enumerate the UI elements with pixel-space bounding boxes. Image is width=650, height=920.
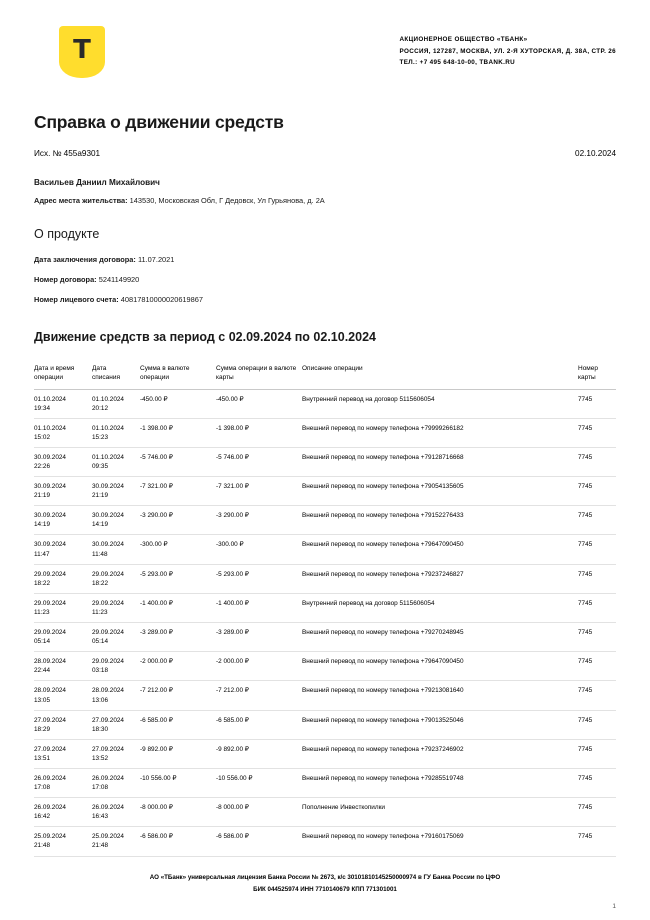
- cell-writeoff-datetime: [92, 564, 140, 593]
- person-name: Васильев Даниил Михайлович: [34, 178, 160, 187]
- product-section-title: О продукте: [34, 227, 100, 241]
- cell-operation-datetime: [34, 418, 92, 447]
- cell-amount-card: -9 892.00 ₽: [216, 739, 302, 768]
- column-header-op-datetime: Дата и время операции: [34, 360, 92, 389]
- cell-amount-operation: -3 290.00 ₽: [140, 506, 216, 535]
- writeoff-date: 29.09.2024: [92, 599, 124, 607]
- operation-time: 18:29: [34, 725, 50, 733]
- cell-amount-card: -5 746.00 ₽: [216, 447, 302, 476]
- operation-time: 22:26: [34, 463, 50, 470]
- cell-writeoff-datetime: [92, 389, 140, 418]
- document-meta: [34, 149, 616, 158]
- cell-operation-datetime: [34, 623, 92, 652]
- writeoff-date: 26.09.2024: [92, 804, 124, 812]
- operation-date: 30.09.2024: [34, 483, 66, 491]
- writeoff-date: 30.09.2024: [92, 483, 124, 491]
- cell-writeoff-datetime: [92, 739, 140, 768]
- cell-card-number: 7745: [578, 506, 616, 535]
- cell-card-number: 7745: [578, 418, 616, 447]
- writeoff-date: 26.09.2024: [92, 774, 124, 782]
- operation-date: 26.09.2024: [34, 774, 66, 782]
- writeoff-time: 13:06: [92, 696, 108, 704]
- statement-period-title: Движение средств за период с 02.09.2024 по 02.10.2024: [34, 330, 376, 344]
- cell-description: Внешний перевод по номеру телефона +79237246827: [302, 564, 578, 593]
- footer-requisites-line: БИК 044525974 ИНН 7710140679 КПП 771301001: [253, 886, 397, 894]
- writeoff-time: 15:23: [92, 433, 108, 441]
- cell-writeoff-datetime: [92, 768, 140, 797]
- company-details: [400, 34, 617, 69]
- operation-date: 29.09.2024: [34, 629, 66, 637]
- cell-operation-datetime: [34, 477, 92, 506]
- document-date: 02.10.2024: [575, 149, 616, 158]
- table-row: [34, 506, 616, 535]
- cell-operation-datetime: [34, 798, 92, 827]
- company-name: АКЦИОНЕРНОЕ ОБЩЕСТВО «ТБАНК»: [399, 36, 528, 43]
- cell-description: Внешний перевод по номеру телефона +79237246902: [302, 739, 578, 768]
- table-row: [34, 827, 616, 856]
- writeoff-date: 27.09.2024: [92, 745, 124, 753]
- cell-description: Внешний перевод по номеру телефона +79054135605: [302, 477, 578, 506]
- cell-amount-operation: -5 746.00 ₽: [140, 447, 216, 476]
- column-header-card-number: Номер карты: [578, 360, 616, 389]
- table-row: [34, 623, 616, 652]
- cell-card-number: 7745: [578, 827, 616, 856]
- operation-date: 26.09.2024: [34, 804, 66, 812]
- operation-time: 21:19: [34, 492, 50, 500]
- writeoff-time: 17:08: [92, 784, 108, 792]
- table-row: [34, 652, 616, 681]
- column-header-description: Описание операции: [302, 360, 578, 389]
- document-footer: [34, 872, 616, 896]
- cell-writeoff-datetime: [92, 652, 140, 681]
- writeoff-date: 27.09.2024: [92, 716, 124, 724]
- writeoff-time: 16:43: [92, 813, 108, 821]
- cell-operation-datetime: [34, 681, 92, 710]
- table-row: [34, 564, 616, 593]
- operation-time: 21:48: [34, 842, 50, 850]
- operation-time: 11:23: [34, 608, 50, 616]
- cell-writeoff-datetime: [92, 418, 140, 447]
- writeoff-date: 29.09.2024: [92, 658, 124, 666]
- cell-amount-operation: -450.00 ₽: [140, 389, 216, 418]
- cell-operation-datetime: [34, 389, 92, 418]
- address-value: 143530, Московская Обл, Г Дедовск, Ул Гурьянова, д. 2А: [129, 196, 325, 205]
- cell-writeoff-datetime: [92, 506, 140, 535]
- account-number-value: 40817810000020619867: [120, 295, 203, 304]
- writeoff-time: 18:22: [92, 579, 108, 587]
- logo-letter: Т: [73, 35, 91, 65]
- writeoff-date: 30.09.2024: [92, 541, 124, 549]
- cell-description: Внешний перевод по номеру телефона +79999266182: [302, 418, 578, 447]
- cell-amount-operation: -8 000.00 ₽: [140, 798, 216, 827]
- cell-amount-operation: -2 000.00 ₽: [140, 652, 216, 681]
- address-row: [34, 196, 616, 205]
- writeoff-date: 01.10.2024: [92, 453, 124, 461]
- operation-date: 29.09.2024: [34, 570, 66, 578]
- operation-date: 27.09.2024: [34, 716, 66, 724]
- contract-number-value: 5241149920: [98, 275, 140, 284]
- cell-description: Внешний перевод по номеру телефона +79160175069: [302, 827, 578, 856]
- writeoff-time: 21:48: [92, 842, 108, 850]
- cell-amount-operation: -7 212.00 ₽: [140, 681, 216, 710]
- cell-amount-card: -7 212.00 ₽: [216, 681, 302, 710]
- table-row: [34, 477, 616, 506]
- cell-description: Внешний перевод по номеру телефона +79128716668: [302, 447, 578, 476]
- operation-date: 29.09.2024: [34, 599, 66, 607]
- product-field-contract-date: [34, 255, 616, 264]
- table-row: [34, 798, 616, 827]
- operation-date: 28.09.2024: [34, 687, 66, 695]
- cell-amount-card: -3 289.00 ₽: [216, 623, 302, 652]
- operation-time: 15:02: [34, 433, 50, 441]
- cell-operation-datetime: [34, 447, 92, 476]
- operation-date: 25.09.2024: [34, 833, 66, 841]
- table-row: [34, 681, 616, 710]
- operation-date: 30.09.2024: [34, 512, 66, 520]
- page-number: 1: [612, 903, 616, 910]
- operation-time: 14:19: [34, 521, 50, 529]
- cell-card-number: 7745: [578, 477, 616, 506]
- cell-description: Внутренний перевод на договор 5115606054: [302, 593, 578, 622]
- cell-card-number: 7745: [578, 623, 616, 652]
- operation-date: 01.10.2024: [34, 424, 66, 432]
- cell-amount-card: -1 398.00 ₽: [216, 418, 302, 447]
- address-label: Адрес места жительства:: [34, 196, 128, 205]
- transactions-table: [34, 360, 616, 857]
- table-row: [34, 710, 616, 739]
- cell-writeoff-datetime: [92, 477, 140, 506]
- cell-operation-datetime: [34, 652, 92, 681]
- cell-amount-operation: -10 556.00 ₽: [140, 768, 216, 797]
- cell-writeoff-datetime: [92, 447, 140, 476]
- cell-operation-datetime: [34, 710, 92, 739]
- table-row: [34, 389, 616, 418]
- writeoff-time: 21:19: [92, 492, 108, 500]
- cell-amount-card: -450.00 ₽: [216, 389, 302, 418]
- writeoff-time: 14:19: [92, 521, 108, 529]
- operation-time: 16:42: [34, 813, 50, 821]
- cell-amount-operation: -6 585.00 ₽: [140, 710, 216, 739]
- cell-amount-operation: -9 892.00 ₽: [140, 739, 216, 768]
- cell-description: Пополнение Инвесткопилки: [302, 798, 578, 827]
- cell-card-number: 7745: [578, 768, 616, 797]
- cell-amount-operation: -1 398.00 ₽: [140, 418, 216, 447]
- product-field-contract-number: [34, 275, 616, 284]
- writeoff-date: 01.10.2024: [92, 424, 124, 432]
- company-contacts: ТЕЛ.: +7 495 648-10-00, TBANK.RU: [399, 59, 516, 67]
- operation-time: 13:05: [34, 696, 50, 704]
- table-row: [34, 768, 616, 797]
- cell-writeoff-datetime: [92, 623, 140, 652]
- cell-description: Внешний перевод по номеру телефона +79647090450: [302, 652, 578, 681]
- cell-operation-datetime: [34, 506, 92, 535]
- cell-operation-datetime: [34, 739, 92, 768]
- operation-date: 27.09.2024: [34, 745, 66, 753]
- cell-description: Внешний перевод по номеру телефона +79213081640: [302, 681, 578, 710]
- writeoff-time: 09:35: [92, 463, 108, 470]
- cell-writeoff-datetime: [92, 593, 140, 622]
- table-row: [34, 447, 616, 476]
- cell-card-number: 7745: [578, 593, 616, 622]
- cell-amount-card: -7 321.00 ₽: [216, 477, 302, 506]
- cell-writeoff-datetime: [92, 681, 140, 710]
- table-row: [34, 739, 616, 768]
- column-header-amount-card: Сумма операции в валюте карты: [216, 360, 302, 389]
- cell-description: Внешний перевод по номеру телефона +79647090450: [302, 535, 578, 564]
- operation-time: 19:34: [34, 404, 50, 412]
- cell-amount-operation: -7 321.00 ₽: [140, 477, 216, 506]
- cell-amount-card: -10 556.00 ₽: [216, 768, 302, 797]
- reference-number: Исх. № 455a9301: [34, 149, 101, 158]
- cell-writeoff-datetime: [92, 798, 140, 827]
- operation-time: 22:44: [34, 667, 50, 675]
- writeoff-date: 28.09.2024: [92, 687, 124, 695]
- account-number-label: Номер лицевого счета:: [34, 295, 119, 304]
- cell-operation-datetime: [34, 768, 92, 797]
- operation-time: 17:08: [34, 784, 50, 792]
- cell-card-number: 7745: [578, 798, 616, 827]
- cell-amount-card: -1 400.00 ₽: [216, 593, 302, 622]
- cell-amount-operation: -6 586.00 ₽: [140, 827, 216, 856]
- operation-date: 28.09.2024: [34, 658, 66, 666]
- operation-date: 30.09.2024: [34, 453, 66, 461]
- writeoff-date: 01.10.2024: [92, 395, 124, 403]
- cell-card-number: 7745: [578, 739, 616, 768]
- cell-description: Внешний перевод по номеру телефона +79285519748: [302, 768, 578, 797]
- company-address: РОССИЯ, 127287, МОСКВА, УЛ. 2-Я ХУТОРСКАЯ, Д. 38А, СТР. 26: [399, 47, 616, 55]
- cell-amount-card: -300.00 ₽: [216, 535, 302, 564]
- operation-time: 18:22: [34, 579, 50, 587]
- cell-description: Внешний перевод по номеру телефона +79013525046: [302, 710, 578, 739]
- cell-card-number: 7745: [578, 389, 616, 418]
- writeoff-time: 20:12: [92, 404, 108, 412]
- product-field-account-number: [34, 295, 616, 304]
- cell-amount-card: -3 290.00 ₽: [216, 506, 302, 535]
- writeoff-date: 30.09.2024: [92, 512, 124, 520]
- column-header-amount-operation: Сумма в валюте операции: [140, 360, 216, 389]
- cell-card-number: 7745: [578, 564, 616, 593]
- table-header-row: [34, 360, 616, 389]
- cell-operation-datetime: [34, 593, 92, 622]
- cell-amount-card: -8 000.00 ₽: [216, 798, 302, 827]
- cell-description: Внешний перевод по номеру телефона +79270248945: [302, 623, 578, 652]
- cell-amount-card: -6 586.00 ₽: [216, 827, 302, 856]
- cell-amount-operation: -5 293.00 ₽: [140, 564, 216, 593]
- cell-description: Внутренний перевод на договор 5115606054: [302, 389, 578, 418]
- cell-writeoff-datetime: [92, 535, 140, 564]
- writeoff-date: 25.09.2024: [92, 833, 124, 841]
- column-header-write-off-date: Дата списания: [92, 360, 140, 389]
- cell-card-number: 7745: [578, 535, 616, 564]
- table-row: [34, 418, 616, 447]
- writeoff-date: 29.09.2024: [92, 629, 124, 637]
- cell-card-number: 7745: [578, 710, 616, 739]
- cell-operation-datetime: [34, 535, 92, 564]
- page-title: Справка о движении средств: [34, 112, 284, 132]
- operation-date: 30.09.2024: [34, 541, 66, 549]
- cell-card-number: 7745: [578, 652, 616, 681]
- cell-operation-datetime: [34, 564, 92, 593]
- cell-writeoff-datetime: [92, 827, 140, 856]
- writeoff-date: 29.09.2024: [92, 570, 124, 578]
- cell-amount-operation: -300.00 ₽: [140, 535, 216, 564]
- cell-amount-operation: -3 289.00 ₽: [140, 623, 216, 652]
- writeoff-time: 13:52: [92, 754, 108, 762]
- operation-time: 13:51: [34, 754, 50, 762]
- cell-card-number: 7745: [578, 447, 616, 476]
- cell-description: Внешний перевод по номеру телефона +79152276433: [302, 506, 578, 535]
- cell-operation-datetime: [34, 827, 92, 856]
- table-row: [34, 593, 616, 622]
- writeoff-time: 11:23: [92, 608, 108, 616]
- cell-amount-card: -2 000.00 ₽: [216, 652, 302, 681]
- operation-time: 11:47: [34, 550, 50, 558]
- cell-amount-operation: -1 400.00 ₽: [140, 593, 216, 622]
- table-row: [34, 535, 616, 564]
- writeoff-time: 11:48: [92, 550, 108, 558]
- document-header: [34, 26, 616, 78]
- tbank-logo-icon: [59, 26, 105, 78]
- contract-date-label: Дата заключения договора:: [34, 255, 136, 264]
- cell-amount-card: -5 293.00 ₽: [216, 564, 302, 593]
- writeoff-time: 03:18: [92, 667, 108, 675]
- operation-time: 05:14: [34, 638, 50, 646]
- writeoff-time: 05:14: [92, 638, 108, 646]
- cell-amount-card: -6 585.00 ₽: [216, 710, 302, 739]
- contract-number-label: Номер договора:: [34, 275, 97, 284]
- footer-license-line: АО «ТБанк» универсальная лицензия Банка России № 2673, к/с 30101810145250000974 в ГУ Банка России по ЦФО: [149, 874, 501, 882]
- writeoff-time: 18:30: [92, 725, 108, 733]
- operation-date: 01.10.2024: [34, 395, 66, 403]
- cell-writeoff-datetime: [92, 710, 140, 739]
- contract-date-value: 11.07.2021: [137, 255, 175, 264]
- cell-card-number: 7745: [578, 681, 616, 710]
